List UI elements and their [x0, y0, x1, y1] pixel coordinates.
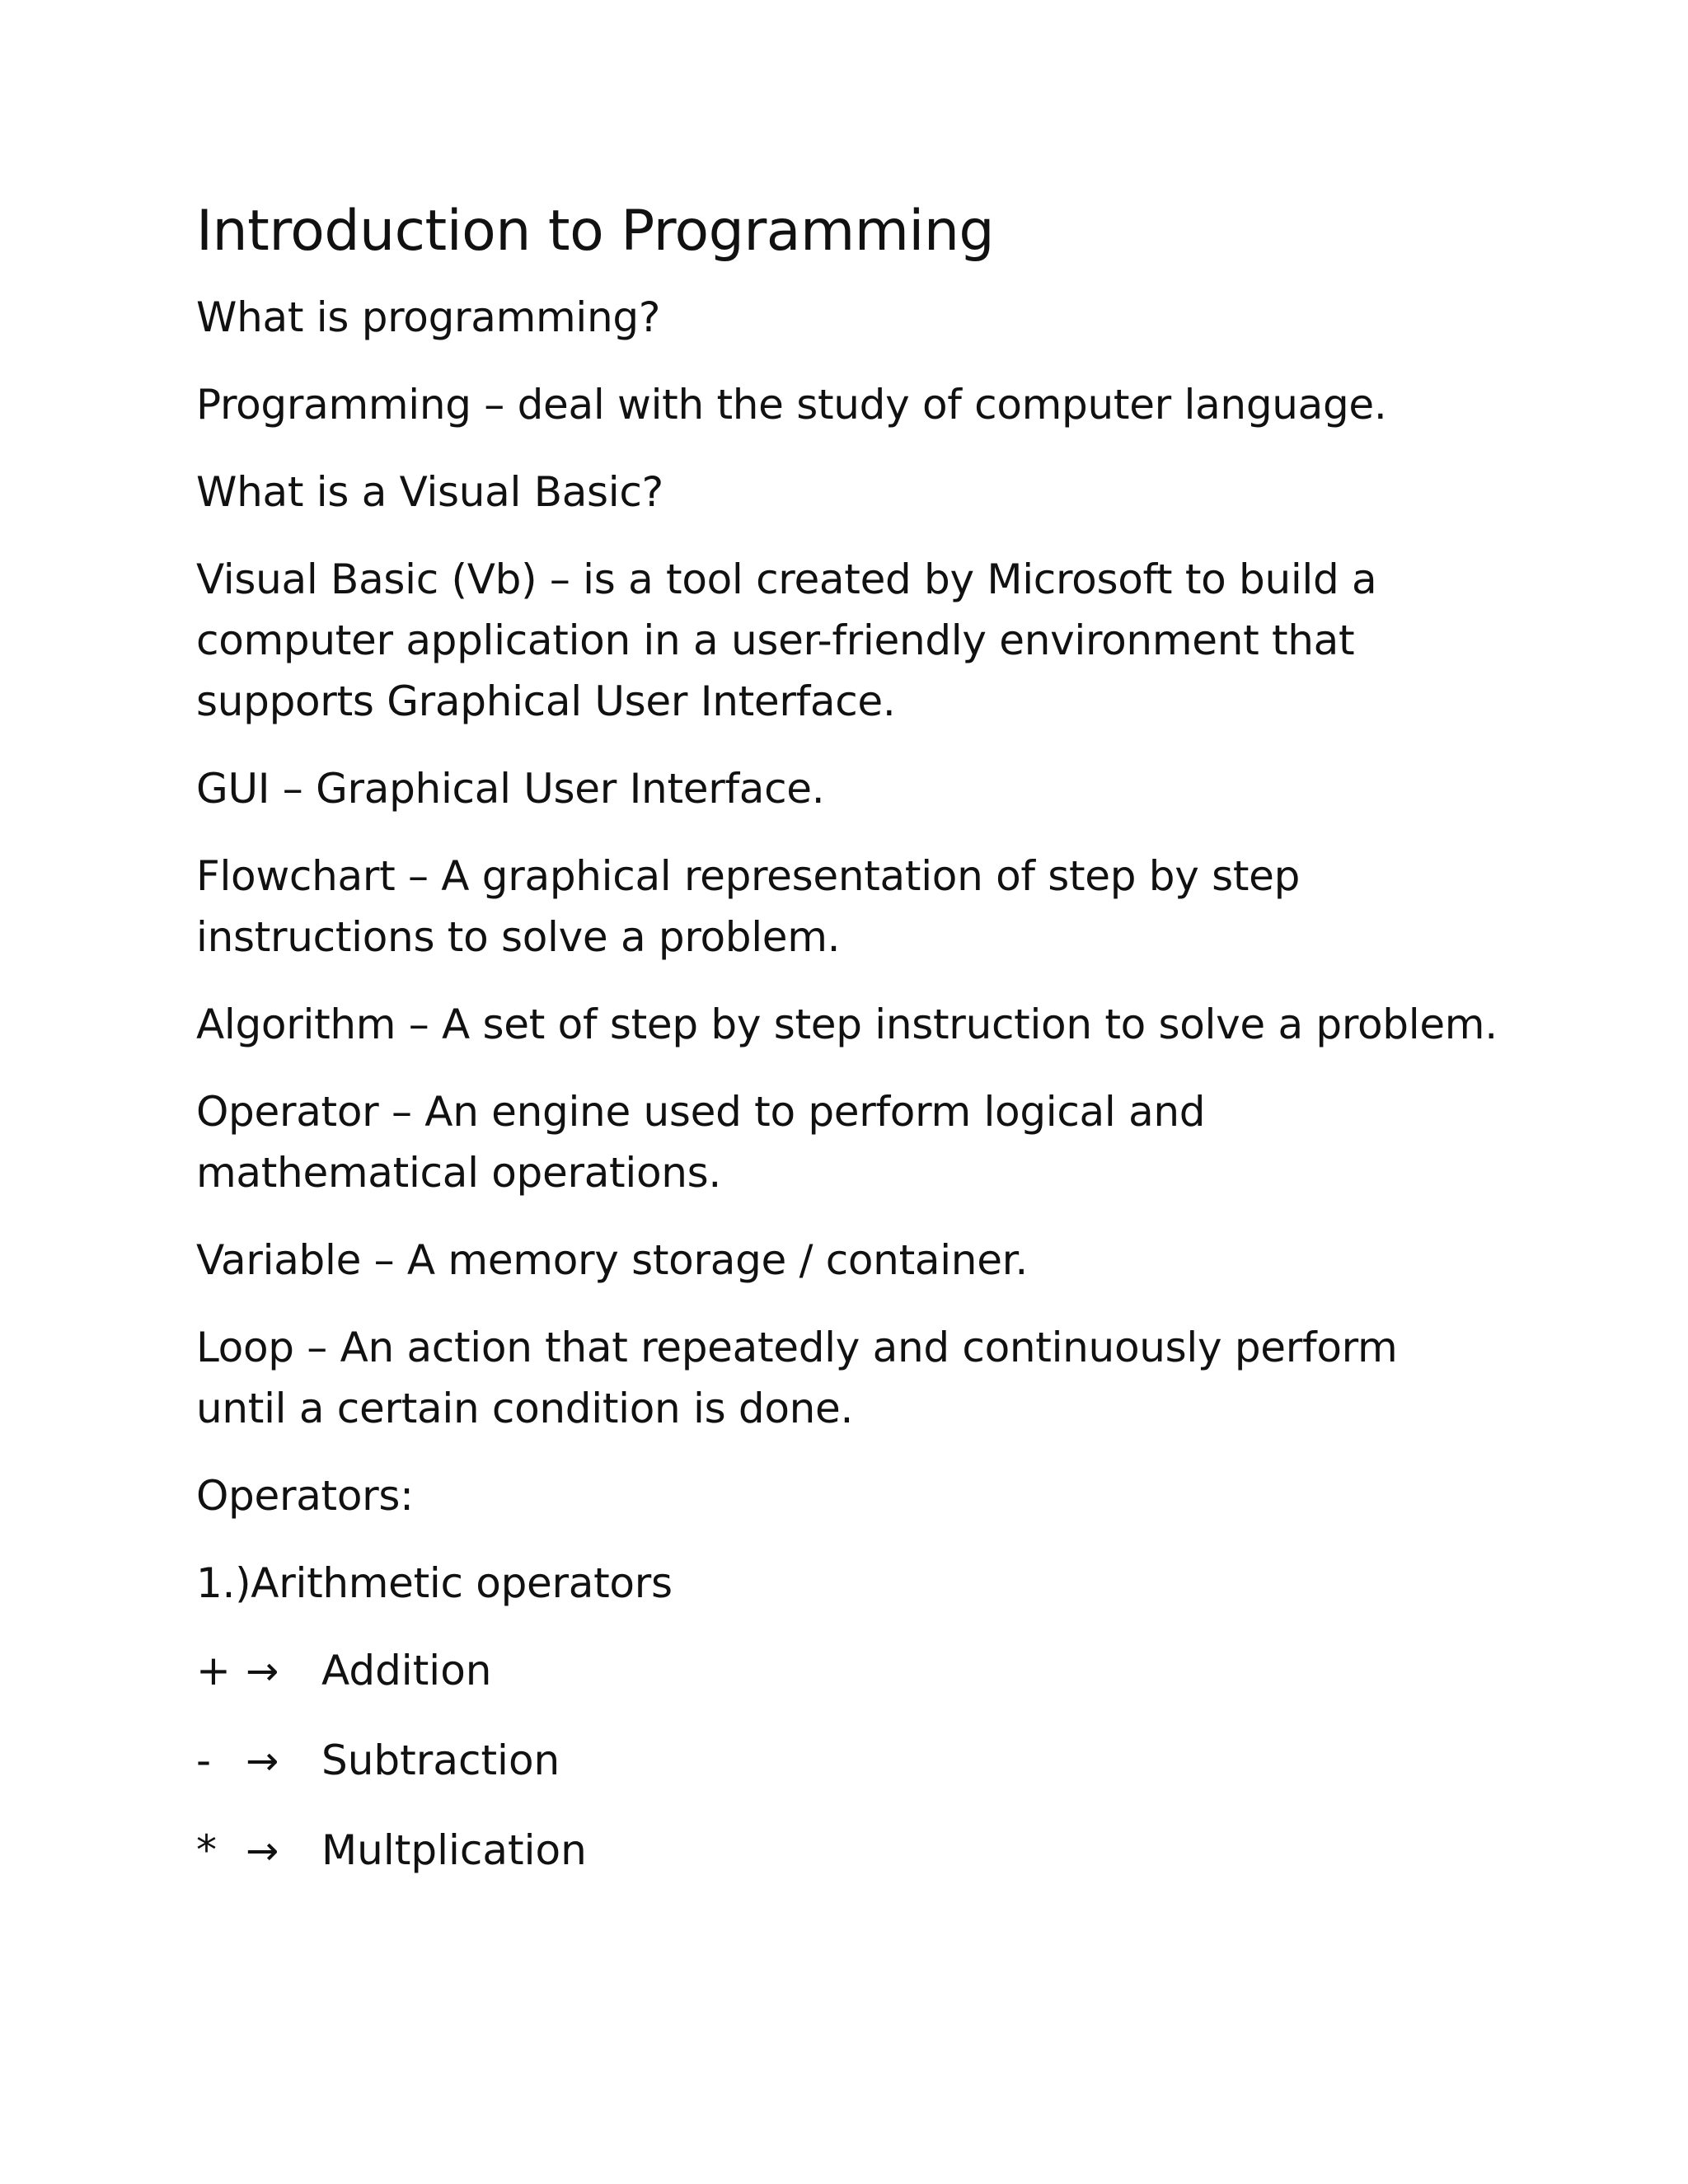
operator-name: Subtraction: [321, 1736, 560, 1784]
definition-variable: Variable – A memory storage / container.: [196, 1236, 1028, 1284]
operator-row-multiplication: [196, 1820, 1515, 1882]
definition-algorithm: Algorithm – A set of step by step instruction to solve a problem.: [196, 1001, 1498, 1048]
definition-visual-basic: Visual Basic (Vb) – is a tool created by Microsoft to build a computer application in a user-friendly environment that supports Graphical User Interface.: [196, 555, 1377, 725]
operator-row-addition: [196, 1640, 1515, 1702]
question-visual-basic: What is a Visual Basic?: [196, 468, 663, 516]
definition-gui: GUI – Graphical User Interface.: [196, 765, 825, 813]
question-programming: What is programming?: [196, 293, 661, 341]
right-arrow-icon: →: [246, 1828, 279, 1874]
operator-name: Addition: [321, 1647, 492, 1694]
right-arrow-icon: →: [246, 1648, 279, 1694]
operator-symbol: -: [196, 1736, 212, 1784]
definition-loop: Loop – An action that repeatedly and continuously perform until a certain condition is done.: [196, 1324, 1398, 1432]
operator-row-subtraction: [196, 1730, 1515, 1792]
definition-programming: Programming – deal with the study of computer language.: [196, 381, 1387, 429]
operator-name: Multplication: [321, 1826, 587, 1874]
definition-flowchart: Flowchart – A graphical representation of step by step instructions to solve a problem.: [196, 852, 1301, 961]
definition-operator: Operator – An engine used to perform logical and mathematical operations.: [196, 1088, 1206, 1197]
operators-heading: Operators:: [196, 1472, 414, 1520]
arithmetic-operators-heading: 1.)Arithmetic operators: [196, 1559, 673, 1607]
document-title: Introduction to Programming: [196, 199, 995, 264]
right-arrow-icon: →: [246, 1738, 279, 1784]
operator-symbol: *: [196, 1826, 217, 1874]
operator-symbol: +: [196, 1647, 231, 1694]
document-body: [196, 194, 1515, 1910]
